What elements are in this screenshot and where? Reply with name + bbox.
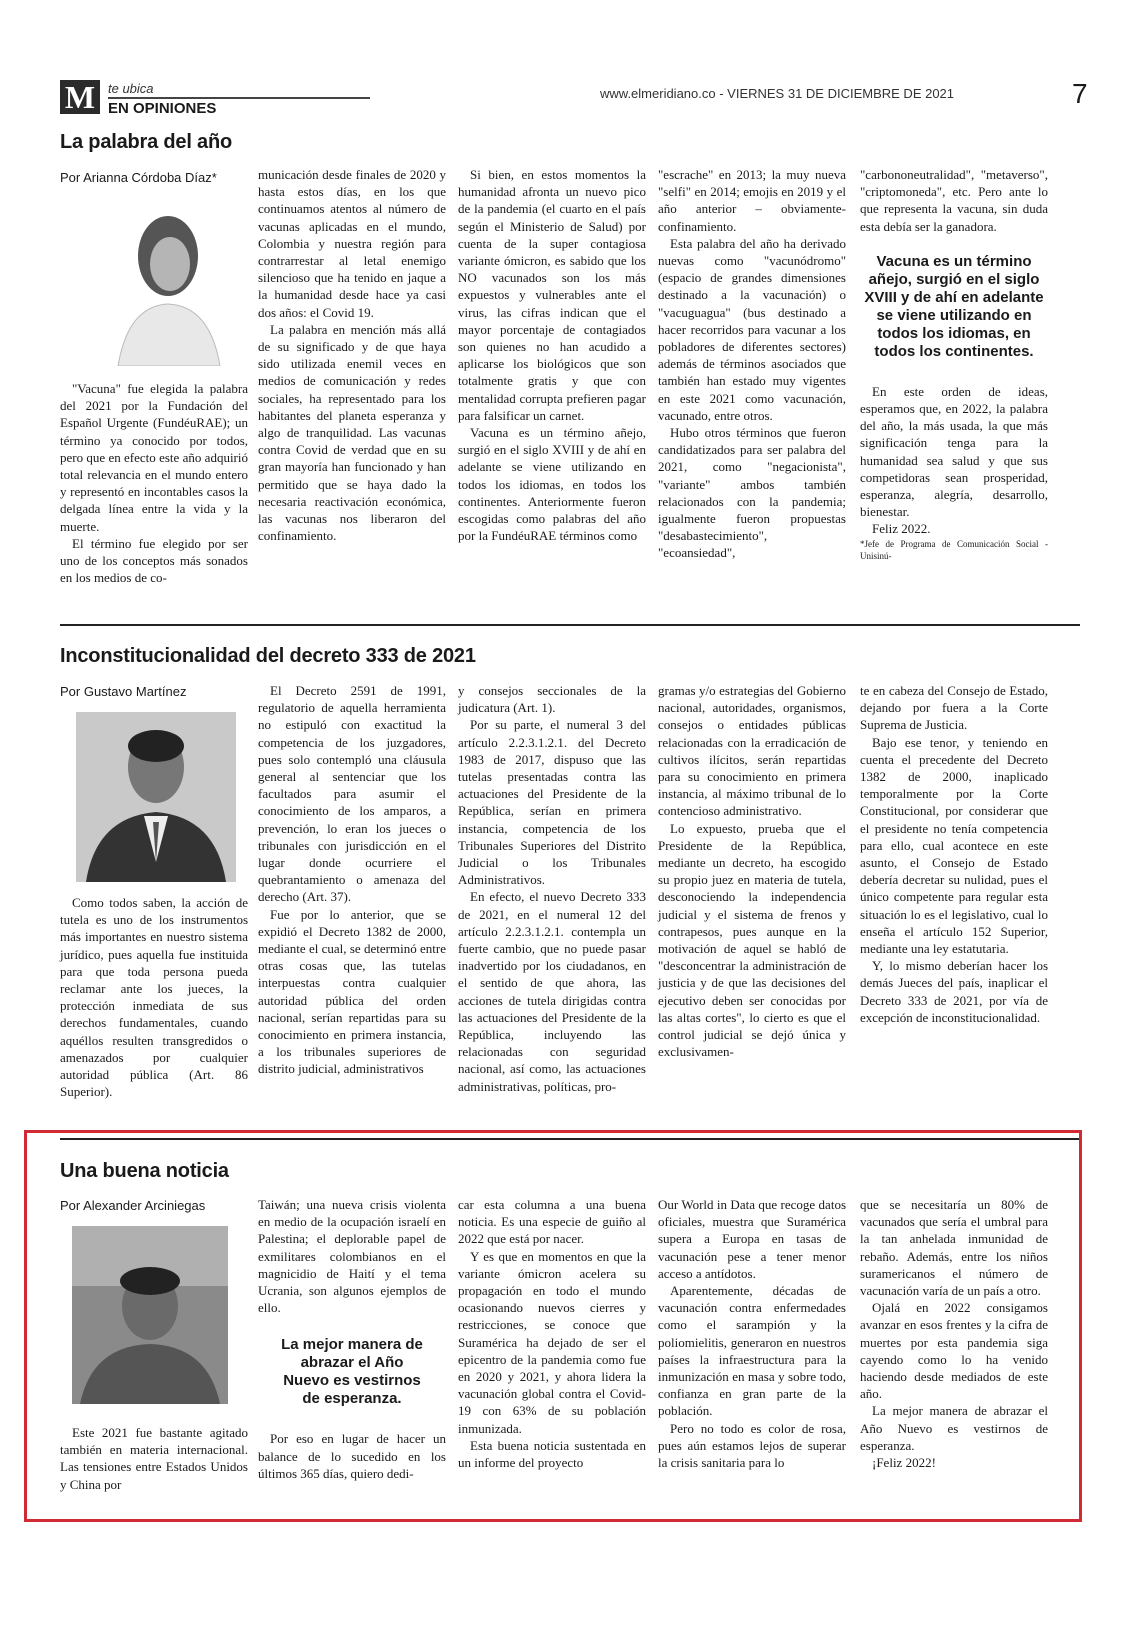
- paragraph: que se necesitaría un 80% de vacunados que sería el umbral para la tan anhelada inmunidad de rebaño. Además, entre los niños suramericanos el número de vacunación varía de un país a otro.: [860, 1197, 1048, 1299]
- paragraph: El Decreto 2591 de 1991, regulatorio de aquella herramienta no estipuló con exactitud la competencia de los juzgadores, pues solo contempló una cláusula general al sentenciar que los facultados para asumir el conocimiento de los amparos, a prevención, lo eran los jueces o tribunales con jurisdicción en el lugar donde ocurriere el quebrantamiento o amenaza del derecho (Art. 37).: [258, 683, 446, 905]
- section-tag-rule: [108, 97, 370, 99]
- paragraph: municación desde finales de 2020 y hasta estos días, en los que continuamos atentos al número de vacunas aplicadas en el mundo, Colombia y nuestra región para contrarrestar al letal enemigo silencioso que ha tenido en jaque a la humanidad desde hace ya casi dos años: el Covid 19.: [258, 167, 446, 320]
- paragraph: Aparentemente, décadas de vacunación contra enfermedades como el sarampión y la poliomielitis, generaron en nuestros países la infraestructura para la inmunización en masa y sobre todo, confianza en gran parte de la población.: [658, 1283, 846, 1419]
- article1-column-4: [658, 166, 846, 562]
- article2-column-2: [258, 682, 446, 1078]
- article1-column-3: [458, 166, 646, 544]
- article2-byline: Por Gustavo Martínez: [60, 684, 187, 699]
- section-tag-small: te ubica: [108, 81, 154, 96]
- paragraph: En este orden de ideas, esperamos que, en 2022, la palabra del año, la más usada, la que más significación tenga para la humanidad sea salud y que sus competidoras sean prosperidad, esperanza, alegría, desarrollo, bienestar.: [860, 383, 1048, 520]
- paragraph: "escrache" en 2013; la muy nueva "selfi" en 2014; emojis en 2019 y el año anterior – obviamente- confinamiento.: [658, 167, 846, 234]
- paragraph: te en cabeza del Consejo de Estado, dejando por fuera a la Corte Suprema de Justicia.: [860, 683, 1048, 733]
- paragraph: "carbononeutralidad", "metaverso", "criptomoneda", etc. Pero ante lo que representa la vacuna, sin duda esta debía ser la ganadora.: [860, 167, 1048, 234]
- paragraph: Y es que en momentos en que la variante ómicron acelera su propagación en todo el mundo ocasionando nuevos cierres y restricciones, se conoce que Suramérica ha dejado de ser el epicentro de la pandemia como fue en 2020 y 2021, y ahora lidera la vacunación global contra el Covid-19 con 63% de su población inmunizada.: [458, 1248, 646, 1436]
- article2-headline: Inconstitucionalidad del decreto 333 de 2021: [60, 645, 476, 667]
- paragraph: El término fue elegido por ser uno de los conceptos más sonados en los medios de co-: [60, 535, 248, 586]
- author-footnote: *Jefe de Programa de Comunicación Social - Unisinú-: [860, 538, 1048, 561]
- article3-column-5: [860, 1196, 1048, 1471]
- article3-column-2: [258, 1196, 446, 1482]
- article1-column-5: [860, 166, 1048, 562]
- article1-column-1: [60, 380, 248, 586]
- portrait-icon: [76, 712, 236, 882]
- section-title: EN OPINIONES: [108, 100, 217, 117]
- paragraph: La palabra en mención más allá de su significado y de que haya sido utilizada enemil veces en medios de comunicación y redes sociales, ha representado para los habitantes del planeta esperanza y algo de tranquilidad. Las vacunas contra Covid de verdad que en su gran mayoría han funcionado y han permitido que se haya dado la necesaria reactivación económica, las vacunas nos liberaron del confinamiento.: [258, 321, 446, 544]
- article2-column-5: [860, 682, 1048, 1026]
- article3-headline: Una buena noticia: [60, 1160, 229, 1182]
- paragraph: Taiwán; una nueva crisis violenta en medio de la ocupación israelí en Palestina; el deplorable papel de exmilitares colombianos en el magnicidio de Haití y el tema Ucrania, son algunos ejemplos de ello.: [258, 1197, 446, 1316]
- paragraph: Our World in Data que recoge datos oficiales, muestra que Suramérica supera a Europa en tasas de vacunación pese a tener menor acceso a antídotos.: [658, 1197, 846, 1281]
- paragraph: Fue por lo anterior, que se expidió el Decreto 1382 de 2000, mediante el cual, se determinó entre otras cosas que, las tutelas interpuestas contra cualquier autoridad pública del orden nacional, serían repartidas para su conocimiento en primera instancia, a los tribunales superiores de distrito judicial, administrativos: [258, 906, 446, 1077]
- article1-byline: Por Arianna Córdoba Díaz*: [60, 170, 217, 185]
- author-photo-martinez: [76, 712, 236, 882]
- paragraph: Feliz 2022.: [872, 521, 931, 537]
- paragraph: Si bien, en estos momentos la humanidad afronta un nuevo pico de la pandemia (el cuarto en el país según el Ministerio de Salud) por cuenta de la super contagiosa variante ómicron, es sabido que los NO vacunados son los más expuestos y vulnerables ante el virus, las cifras indican que el mayor porcentaje de contagiados son quienes no han acudido a aplicarse los biológicos que son totalmente gratis y que con mentalidad corrupta prefieren pagar para falsificar un carnet.: [458, 167, 646, 423]
- article3-byline: Por Alexander Arciniegas: [60, 1198, 206, 1213]
- paragraph: Esta palabra del año ha derivado nuevas como "vacunódromo" (espacio de grandes dimensiones destinado a la vacunación) o "vacuguagua" (bus destinado a hacer recorridos para vacunar a los pobladores de diferentes sectores) además de términos asociados que también han estado muy vigentes en este 2021 como vacunación, vacunado, entre otros.: [658, 235, 846, 423]
- paragraph: En efecto, el nuevo Decreto 333 de 2021, en el numeral 12 del artículo 2.2.3.1.2.1. contempla un fuerte cambio, que no puede pasar inadvertido por los ciudadanos, en el sentido de que ahora, las acciones de tutela dirigidas contra las actuaciones del Presidente de la República, incluyendo las relacionadas con seguridad nacional, así como, las actuaciones administrativas, políticas, pro-: [458, 889, 646, 1094]
- paragraph: car esta columna a una buena noticia. Es una especie de guiño al 2022 que está por nacer.: [458, 1197, 646, 1247]
- paragraph: "Vacuna" fue elegida la palabra del 2021 por la Fundación del Español Urgente (FundéuRAE); un término ya conocido por todos, pero que en efecto este año adquirió total relevancia en el mundo entero y representó en incontables casos la delgada línea entre la vida y la muerte.: [60, 381, 248, 534]
- paragraph: Vacuna es un término añejo, surgió en el siglo XVIII y de ahí en adelante se viene utilizando en todos los idiomas, en todos los continentes. Anteriormente fueron escogidas como palabras del año por la FundéuRAE términos como: [458, 425, 646, 544]
- article2-column-1: [60, 894, 248, 1100]
- paragraph: Como todos saben, la acción de tutela es uno de los instrumentos más importantes en nuestro sistema jurídico, pues aquella fue instituida para que toda persona pueda reclamar ante los jueces, la protección inmediata de sus derechos fundamentales, cuando aquéllos resulten transgredidos o amenazados por cualquier autoridad pública (Art. 86 Superior).: [60, 895, 248, 1100]
- paragraph: Por eso en lugar de hacer un balance de lo sucedido en los últimos 365 días, quiero dedi-: [258, 1431, 446, 1481]
- portrait-icon: [72, 1226, 228, 1404]
- masthead: [60, 80, 1090, 120]
- author-photo-arciniegas: [72, 1226, 228, 1404]
- section-divider: [60, 624, 1080, 626]
- paragraph: Hubo otros términos que fueron candidatizados para ser palabra del 2021, como "negacionista", "variante" ambos también relacionados con la pandemia; igualmente fueron propuestas "desabastecimiento", "ecoansiedad",: [658, 425, 846, 561]
- article1-headline: La palabra del año: [60, 131, 233, 153]
- article3-column-1: [60, 1424, 248, 1493]
- author-photo-cordoba: [98, 196, 230, 366]
- paragraph: Lo expuesto, prueba que el Presidente de la República, mediante un decreto, ha escogido su propio juez en materia de tutela, desconociendo la independencia judicial y el sistema de frenos y contrapesos, pues aunque en la motivación de aquel se habló de "desconcentrar la administración de justicia y de que las decisiones del ejecutivo deben ser conocidas por las altas cortes", lo cierto es que el control judicial se dejó única y exclusivamen-: [658, 820, 846, 1060]
- paragraph: La mejor manera de abrazar el Año Nuevo es vestirnos de esperanza.: [860, 1403, 1048, 1453]
- article3-column-4: [658, 1196, 846, 1471]
- portrait-icon: [98, 196, 230, 366]
- paragraph: Por su parte, el numeral 3 del artículo 2.2.3.1.2.1. del Decreto 1983 de 2017, dispuso que las tutelas presentadas contra las actuaciones del Presidente de la República, serían en primera instancia, competencia de los Tribunales Superiores del Distrito Judicial o los Tribunales Administrativos.: [458, 717, 646, 888]
- article2-column-3: [458, 682, 646, 1095]
- newspaper-logo: M: [60, 80, 100, 114]
- paragraph: gramas y/o estrategias del Gobierno nacional, autoridades, organismos, consejos o entidades públicas relacionadas con la erradicación de cultivos ilícitos, serán repartidas para su conocimiento en primera instancia, al máximo tribunal de lo contencioso administrativo.: [658, 683, 846, 819]
- article1-column-2: [258, 166, 446, 544]
- paragraph: Y, lo mismo deberían hacer los demás Jueces del país, inaplicar el Decreto 333 de 2021, por vía de excepción de inconstitucionalidad.: [860, 958, 1048, 1025]
- paragraph: y consejos seccionales de la judicatura (Art. 1).: [458, 683, 646, 716]
- pull-quote: Vacuna es un término añejo, surgió en el siglo XVIII y de ahí en adelante se viene utilizando en todos los idiomas, en todos los continentes.: [864, 252, 1044, 360]
- paragraph: Pero no todo es color de rosa, pues aún estamos lejos de superar la crisis sanitaria para lo: [658, 1420, 846, 1471]
- paragraph: Ojalá en 2022 consigamos avanzar en esos frentes y la cifra de muertes por esta pandemia siga cayendo como lo ha venido haciendo desde mediados de este año.: [860, 1300, 1048, 1402]
- article2-column-4: [658, 682, 846, 1060]
- article3-column-3: [458, 1196, 646, 1471]
- paragraph: ¡Feliz 2022!: [872, 1455, 936, 1471]
- paragraph: Esta buena noticia sustentada en un informe del proyecto: [458, 1437, 646, 1471]
- pull-quote: La mejor manera de abrazar el Año Nuevo es vestirnos de esperanza.: [281, 1336, 423, 1408]
- paragraph: Bajo ese tenor, y teniendo en cuenta el precedente del Decreto 1382 de 2000, inaplicado temporalmente por la Corte Constitucional, por considerar que el presidente no tenía competencia para ello, cual acontece en este asunto, el Consejo de Estado debería decretar su nulidad, pues el único competente para regular esta situación lo es el legislativo, cual lo enseña el artículo 152 Superior, mediante una ley estatutaria.: [860, 734, 1048, 957]
- dateline: www.elmeridiano.co - VIERNES 31 DE DICIEMBRE DE 2021: [600, 86, 955, 101]
- page-number: 7: [1072, 78, 1088, 109]
- paragraph: Este 2021 fue bastante agitado también en materia internacional. Las tensiones entre Estados Unidos y China por: [60, 1425, 248, 1492]
